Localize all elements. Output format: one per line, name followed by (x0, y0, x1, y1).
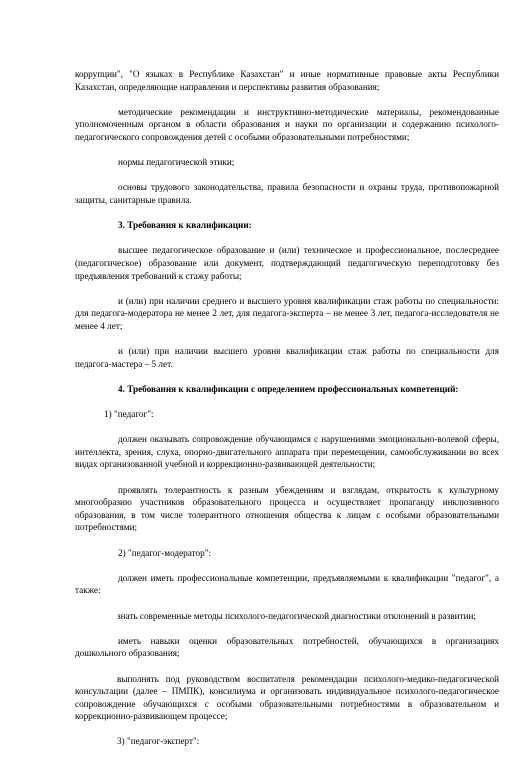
subsection-pedagog-moderator: 2) "педагог-модератор": (118, 547, 211, 558)
subsection-pedagog-expert: 3) "педагог-эксперт": (117, 736, 200, 747)
paragraph-higher-education: высшее педагогическое образование и (или) техническое и профессиональное, послесреднее (педагогическое) образование или документ, подтверждающий педагогическую переподготовку без предъявления требований к стажу работы; (75, 245, 499, 281)
section-heading-competencies: 4. Требования к квалификации с определением профессиональных компетенций: (118, 383, 459, 394)
paragraph-needs-assessment: иметь навыки оценки образовательных потребностей, обучающихся в организациях дошкольного образования; (75, 635, 499, 659)
paragraph-methodical-recommendations: методические рекомендации и инструктивно-методические материалы, рекомендованные уполномоченным органом в области образования и науки по организации и содержанию психолого-педагогического сопровождения детей с особыми образовательными потребностями; (75, 106, 499, 142)
section-heading-qualification: 3. Требования к квалификации: (118, 220, 252, 231)
paragraph-diagnostics: знать современные методы психолого-педагогической диагностики отклонений в развитии; (117, 610, 476, 621)
paragraph-labor-law: основы трудового законодательства, правила безопасности и охраны труда, противопожарной защиты, санитарные правила. (75, 182, 499, 205)
paragraph-competencies-moderator: должен иметь профессиональные компетенции, предъявляемыми к квалификации "педагог", а также: (75, 572, 499, 596)
paragraph-laws: коррупции", "О языках в Республике Казахстан" и иные нормативные правовые акты Республики Казахстан, определяющие направления и перспективы развития образования; (75, 69, 499, 92)
paragraph-experience-higher: и (или) при наличии высшего уровня квалификации стаж работы по специальности для педагога-мастера – 5 лет. (75, 346, 499, 369)
paragraph-support-students: должен оказывать сопровождение обучающимся с нарушениями эмоционально-волевой сферы, интеллекта, зрения, слуха, опорно-двигательного аппарата при перемещении, самообслуживании во всех видах организованной учебной и коррекционно-развивающей деятельности; (75, 434, 499, 470)
document-page (75, 68, 499, 761)
paragraph-ethics: нормы педагогической этики; (118, 157, 235, 168)
paragraph-pmpk: выполнять под руководством воспитателя рекомендации психолого-медико-педагогической консультации (далее – ПМПК), консилиума и организовать индивидуальное психолого-педагогическое сопровождение обучающихся с особыми образовательными потребностями в образовательном и коррекционно-развивающем процессе; (75, 673, 499, 722)
subsection-pedagog: 1) "педагог": (104, 409, 154, 420)
paragraph-tolerance: проявлять толерантность к разным убеждениям и взглядам, открытость к культурному многообразию участников образовательного процесса и осуществляет пропаганду инклюзивного образования, в том числе толерантного отношения общества к лицам с особыми образовательными потребностями; (75, 484, 499, 533)
paragraph-experience-secondary: и (или) при наличии среднего и высшего уровня квалификации стаж работы по специальности: для педагога-модератора не менее 2 лет, для педагога-эксперта – не менее 3 лет, педагога-исследователя не менее 4 лет; (75, 295, 499, 331)
